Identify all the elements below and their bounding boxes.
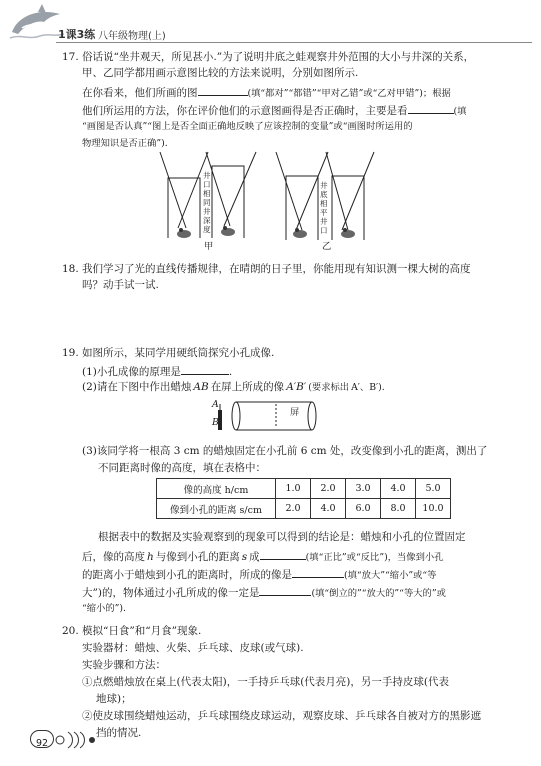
q17-line2: 甲、乙同学都用画示意图比较的方法来说明，分别如图所示. (82, 67, 359, 79)
q20-step2-line2: 挡的情况. (96, 727, 142, 739)
q19-label-a: A (212, 399, 219, 410)
svg-text:相: 相 (320, 199, 328, 208)
q17-caption-yi: 乙 (322, 241, 332, 252)
q17-line3-hint: (填“都对”“都错”“甲对乙错”或“乙对甲错”)；根据 (247, 88, 451, 99)
svg-text:井: 井 (203, 207, 211, 216)
q19-c4-text: 大”)的，物体通过小孔所成的像一定是 (82, 587, 260, 599)
footer-decoration-icon (54, 728, 98, 750)
table-cell: 2.0 (311, 479, 346, 499)
table-row-header: 像的高度 h/cm (157, 479, 276, 499)
q20-line1: 模拟“日食”和“月食”现象. (82, 625, 202, 637)
q17-number: 17. (62, 51, 79, 63)
table-row (157, 499, 451, 519)
table-row (157, 479, 451, 499)
q19-pinhole-figure[interactable] (208, 396, 328, 434)
table-cell: 5.0 (416, 479, 451, 499)
frog-icon (177, 228, 191, 238)
q19-blank-2[interactable] (260, 548, 306, 560)
q19-c3-hint: (填“放大”“缩小”或“等 (344, 570, 437, 581)
q19-number: 19. (62, 347, 79, 359)
svg-text:口: 口 (320, 226, 328, 235)
svg-text:相: 相 (203, 189, 211, 198)
q17-blank-1[interactable] (198, 84, 248, 96)
q17-line4 (82, 102, 466, 118)
q19-line1: 如图所示，某同学用硬纸筒探究小孔成像. (82, 347, 275, 359)
svg-text:井: 井 (203, 171, 211, 180)
q19-part2-hint: (要求标出 (308, 382, 350, 393)
q17-figure-jia (158, 150, 264, 250)
table-cell: 3.0 (346, 479, 381, 499)
paper-tube (236, 402, 312, 430)
series-logo: 1课3练 (58, 28, 96, 41)
q19-c2-h: h (147, 551, 154, 563)
frog-icon (293, 228, 307, 238)
q19-c4-hint: (填“倒立的”“放大的”“等大的”或 (311, 588, 446, 599)
q19-conclusion-1: 根据表中的数据及实验观察到的现象可以得到的结论是：蜡烛和小孔的位置固定 (98, 531, 466, 543)
q17-blank-2[interactable] (408, 102, 454, 114)
q19-c3-text: 的距离小于蜡烛到小孔的距离时，所成的像是 (82, 569, 292, 581)
svg-text:井: 井 (320, 181, 328, 190)
q17-line3 (82, 84, 451, 100)
svg-text:口: 口 (203, 180, 211, 189)
q19-part3-line2: 不同距离时像的高度，填在表格中： (98, 462, 266, 474)
page-number: 92 (35, 738, 49, 749)
q19-part1 (82, 363, 232, 379)
q17-figure-yi (272, 150, 384, 250)
q19-conclusion-4 (82, 584, 446, 600)
jia-well-left (160, 152, 208, 238)
q18-answer-area[interactable] (82, 296, 522, 340)
q20-number: 20. (62, 625, 79, 637)
q19-conclusion-2 (82, 548, 444, 564)
q19-label-b: B (212, 417, 219, 428)
q19-c2-s: s (241, 551, 248, 563)
q17-line1: 俗话说“坐井观天，所见甚小.”为了说明井底之蛙观察井外范围的大小与井深的关系， (82, 51, 475, 63)
q19-part3-line1: (3)该同学将一根高 3 cm 的蜡烛固定在小孔前 6 cm 处，改变像到小孔的距离，测出了 (82, 445, 488, 457)
svg-text:平: 平 (320, 208, 328, 217)
tube-back (308, 402, 316, 430)
q18-number: 18. (62, 263, 79, 275)
table-cell: 4.0 (381, 479, 416, 499)
q19-part2-text-a: (2)请在下图中作出蜡烛 (82, 381, 192, 393)
q17-line6: 物理知识是否正确”). (82, 138, 168, 149)
q17-line3-text: 在你看来，他们所画的图 (82, 87, 198, 99)
table-cell: 8.0 (381, 499, 416, 519)
q20-line2: 实验器材：蜡烛、火柴、乒乓球、皮球(或气球). (82, 642, 304, 654)
q17-line4-hint: (填 (453, 106, 467, 117)
q19-c2-hint: (填“正比”或“反比”)，当像到小孔 (305, 552, 444, 563)
svg-text:井: 井 (320, 217, 328, 226)
table-cell: 1.0 (276, 479, 311, 499)
svg-text:度: 度 (203, 225, 211, 234)
q19-part2-hint-end: A′、B′). (351, 382, 385, 393)
q18-line2: 吗？动手试一试. (82, 279, 159, 291)
q19-conclusion-5: “缩小的”). (82, 603, 126, 614)
q19-label-screen: 屏 (290, 407, 300, 418)
q19-c2-text-a: 后，像的高度 (82, 551, 145, 563)
header-bar (8, 4, 533, 42)
q17-line5: “画图是否认真”“图上是否全面正确地反映了应该控制的变量”或“画图时所运用的 (82, 121, 413, 132)
svg-text:深: 深 (203, 216, 211, 225)
q19-part1-end: . (228, 366, 233, 378)
tube-front (232, 402, 240, 430)
table-cell: 2.0 (276, 499, 311, 519)
svg-text:底: 底 (320, 190, 328, 199)
q17-line4-text: 他们所运用的方法，你在评价他们的示意图画得是否正确时，主要是看 (82, 105, 408, 117)
q19-part2-ab: AB (193, 381, 209, 393)
yi-well-right (326, 152, 374, 240)
q18-line1: 我们学习了光的直线传播规律，在晴朗的日子里，你能用现有知识测一棵大树的高度 (82, 263, 471, 275)
q19-part2 (82, 380, 385, 394)
table-cell: 10.0 (416, 499, 451, 519)
svg-text:同: 同 (203, 198, 211, 207)
q20-step1-line2: 地球)； (96, 693, 132, 705)
book-title: 八年级物理(上) (98, 31, 166, 42)
q17-caption-jia: 甲 (204, 241, 214, 252)
q19-blank-4[interactable] (259, 584, 311, 596)
q19-part2-text-c: 在屏上所成的像 (210, 381, 285, 393)
q20-step2-line1: ②使皮球围绕蜡烛运动，乒乓球围绕皮球运动，观察皮球、乒乓球各自被对方的黑影遮 (82, 710, 481, 722)
jia-label-chars (203, 170, 211, 234)
q20-step1-line1: ①点燃蜡烛放在桌上(代表太阳)，一手持乒乓球(代表月亮)，另一手持皮球(代表 (82, 676, 449, 688)
page-number-badge (30, 730, 54, 748)
q19-c2-text-e: 成 (249, 551, 260, 563)
yi-label-chars (320, 180, 328, 235)
q19-blank-1[interactable] (181, 363, 229, 375)
q19-c2-text-c: 与像到小孔的距离 (155, 551, 240, 563)
q19-part2-image: A′B′ (286, 381, 307, 393)
table-row-header: 像到小孔的距离 s/cm (157, 499, 276, 519)
jia-well-right (206, 152, 256, 238)
q19-conclusion-3 (82, 566, 436, 582)
q20-line3: 实验步骤和方法： (82, 659, 166, 671)
header-rule (56, 42, 532, 43)
frog-icon (221, 226, 235, 236)
q19-blank-3[interactable] (292, 566, 344, 578)
table-cell: 4.0 (311, 499, 346, 519)
table-cell: 6.0 (346, 499, 381, 519)
q19-data-table (156, 478, 451, 519)
q19-part1-text: (1)小孔成像的原理是 (82, 366, 181, 378)
